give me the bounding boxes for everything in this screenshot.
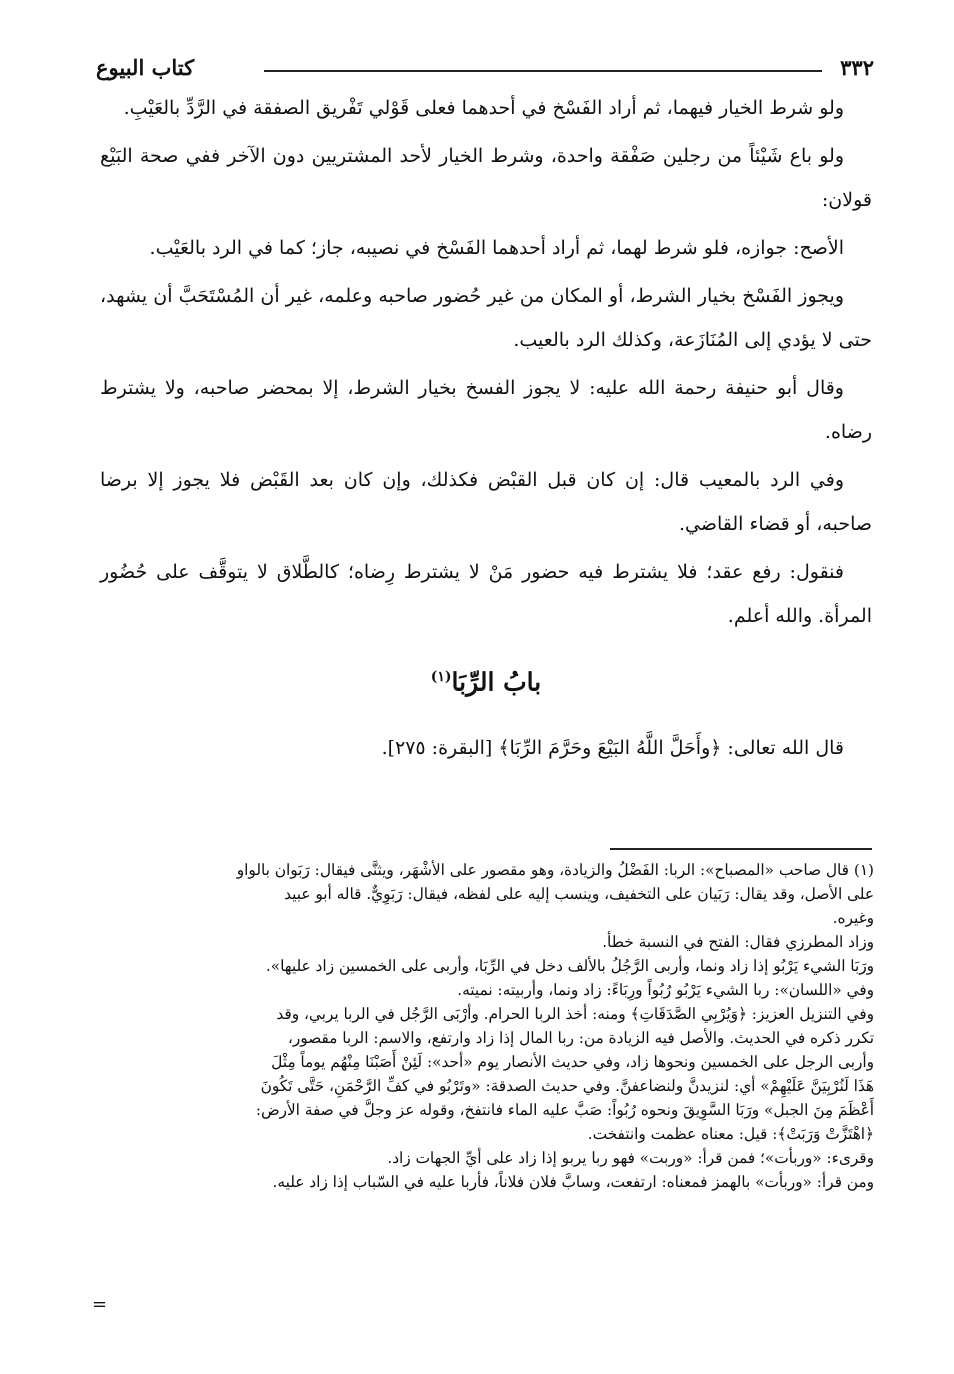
page-header	[96, 55, 874, 85]
footnote-rule	[610, 848, 872, 850]
footnote-line: وأربى الرجل على الخمسين ونحوها زاد، وفي حديث الأنصار يوم «أحد»: لَئِنْ أَصَبْنَا مِنْهُم يوماً مِثْلَ	[271, 1053, 874, 1071]
footnote-line: ورَبَا الشيء يَرْبُو إذا زاد ونما، وأربى الرَّجُلُ بالألف دخل في الرِّبَا، وأربى على الخمسين زاد عليها».	[265, 957, 874, 975]
paragraph: وفي الرد بالمعيب قال: إن كان قبل القبْض فكذلك، وإن كان بعد القَبْض فلا يجوز إلا برضا صاحبه، أو قضاء القاضي.	[100, 469, 872, 535]
paragraph: فنقول: رفع عقد؛ فلا يشترط فيه حضور مَنْ لا يشترط رِضاه؛ كالطَّلاق لا يتوقَّف على حُضُور المرأة. والله أعلم.	[100, 561, 872, 627]
page-number: ٣٣٢	[840, 55, 874, 80]
footnote-line: على الأصل، وقد يقال: رَبَيان على التخفيف، وينسب إليه على لفظه، فيقال: رَبَوِيٌّ. قاله أبو عبيد	[284, 885, 874, 903]
paragraph: ويجوز الفَسْخ بخيار الشرط، أو المكان من غير حُضور صاحبه وعلمه، غير أن المُسْتَحَبَّ أن يشهد، حتى لا يؤدي إلى المُنَازَعة، وكذلك الرد بالعيب.	[100, 285, 872, 351]
continuation-mark: =	[92, 1294, 108, 1315]
footnote-line: وغيره.	[832, 909, 874, 927]
footnote-line: ومن قرأ: «وربأت» بالهمز فمعناه: ارتفعت، وسابَّ فلان فلاناً، فأربا عليه في السّباب إذا زاد عليه.	[272, 1173, 874, 1191]
paragraph: الأصح: جوازه، فلو شرط لهما، ثم أراد أحدهما الفَسْخ في نصيبه، جاز؛ كما في الرد بالعَيْب.	[149, 237, 844, 259]
footnote-line: (١) قال صاحب «المصباح»: الربا: الفَضْلُ والزيادة، وهو مقصور على الأشْهَر، ويثنَّى فيقال: رَبَوان بالواو	[236, 861, 874, 879]
footnotes	[92, 858, 874, 1194]
footnote-line: ﴿اهْتَزَّتْ وَرَبَتْ﴾: قيل: معناه عظمت وانتفخت.	[587, 1125, 874, 1143]
running-title: كتاب البيوع	[96, 55, 195, 80]
section-title: بابُ الرِّبَا	[451, 667, 542, 697]
footnote-line: وقرىء: «وربأت»؛ فمن قرأ: «وربت» فهو ربا يربو إذا زاد على أيِّ الجهات زاد.	[387, 1149, 874, 1167]
footnote-line: تكرر ذكره في الحديث. والأصل فيه الزيادة من: ربا المال إذا زاد وارتفع، والاسم: الربا مقصور،	[287, 1029, 874, 1047]
footnote-line: وفي «اللسان»: ربا الشيء يَرْبُو رُبُواً ورِبَاءً: زاد ونما، وأربيته: نميته.	[457, 981, 874, 999]
paragraph: ولو باع شَيْئاً من رجلين صَفْقة واحدة، وشرط الخيار لأحد المشتريين دون الآخر ففي صحة البَيْع قولان:	[100, 145, 872, 211]
quran-quote: قال الله تعالى: ﴿وأَحَلَّ اللَّهُ البَيْعَ وحَرَّمَ الرِّبَا﴾ [البقرة: ٢٧٥].	[381, 737, 844, 760]
paragraph: ولو شرط الخيار فيهما، ثم أراد الفَسْخ في أحدهما فعلى قَوْلي تَفْريق الصفقة في الرَّدِّ بالعَيْبِ.	[123, 97, 844, 119]
footnote-line: هَذَا لَنُرْبِيَنَّ عَلَيْهِمْ» أي: لنزيدنَّ ولنضاعفنَّ. وفي حديث الصدقة: «وتَرْبُو في كفِّ الرَّحْمَنِ، حَتَّى تَكُونَ	[260, 1077, 874, 1095]
footnote-line: وزاد المطرزي فقال: الفتح في النسبة خطأ.	[602, 933, 874, 951]
footnote-line: وفي التنزيل العزيز: ﴿وَيُرْبِي الصَّدَقَاتِ﴾ ومنه: أخذ الربا الحرام. وأرْبَى الرَّجُل في الربا يربي، وقد	[276, 1005, 874, 1023]
header-rule	[264, 70, 822, 72]
section-heading	[100, 652, 872, 707]
footnote-line: أَعْظَمَ مِنَ الجبل» ورَبَا السَّوِيقَ ونحوه رُبُواً: صَبَّ عليه الماء فانتفخ، وقوله عز وجلَّ في صفة الأرض:	[255, 1101, 874, 1119]
paragraph: وقال أبو حنيفة رحمة الله عليه: لا يجوز الفسخ بخيار الشرط، إلا بمحضر صاحبه، ولا يشترط رضاه.	[100, 377, 872, 443]
main-text	[100, 86, 872, 789]
footnote-marker: (١)	[430, 669, 452, 685]
